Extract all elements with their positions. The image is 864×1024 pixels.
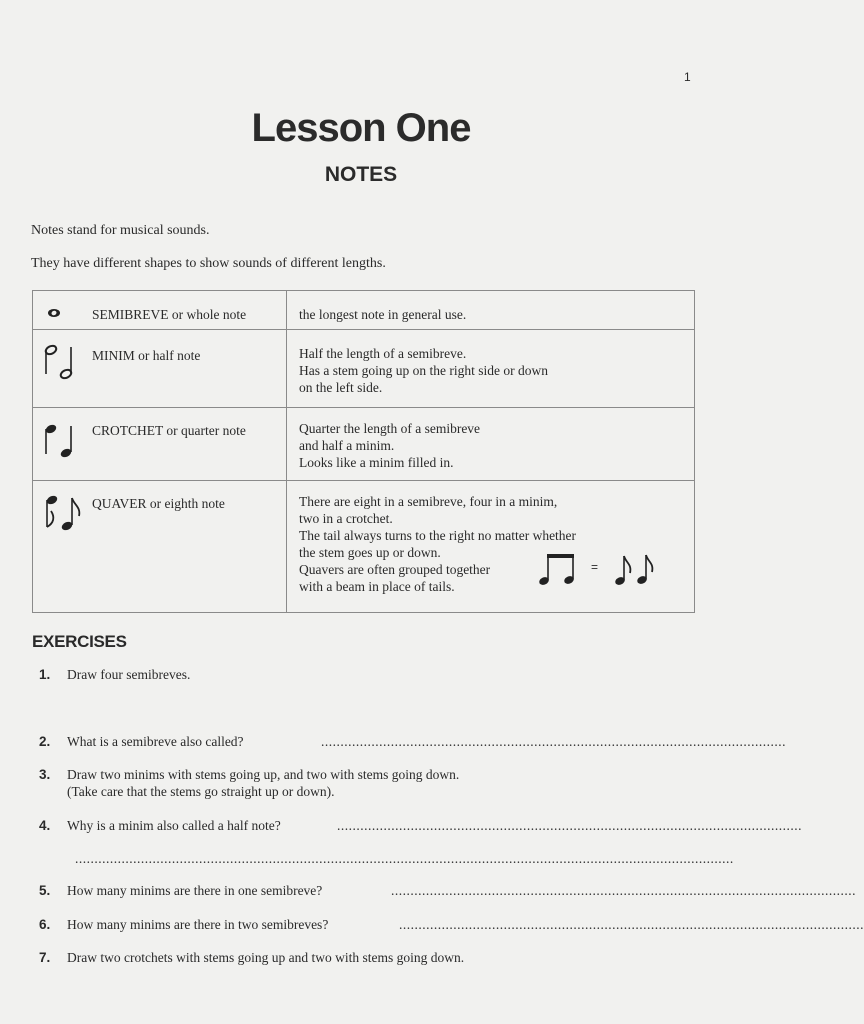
- note-cell: [33, 481, 287, 613]
- crotchet-icon: [41, 416, 87, 462]
- exercise-text: How many minims are there in two semibreves?: [67, 917, 329, 932]
- answer-dotted-line[interactable]: ........................................................................................................................: [391, 883, 856, 898]
- exercise-3: [39, 766, 689, 802]
- exercise-6: [39, 916, 864, 936]
- description-line: There are eight in a semibreve, four in a minim,: [299, 494, 558, 509]
- exercise-number: 6.: [39, 917, 51, 932]
- exercise-number: 4.: [39, 818, 51, 833]
- description-line: Half the length of a semibreve.: [299, 346, 467, 361]
- table-row-crotchet: [33, 408, 695, 481]
- intro-line-1: Notes stand for musical sounds.: [31, 223, 210, 238]
- description-cell: [287, 408, 695, 481]
- table-row-semibreve: [33, 291, 695, 330]
- description-cell: [287, 291, 695, 330]
- description-line: the longest note in general use.: [299, 307, 467, 322]
- exercise-text: How many minims are there in one semibreve?: [67, 883, 323, 898]
- page-title: Lesson One: [251, 106, 471, 150]
- intro-line-2: They have different shapes to show sounds of different lengths.: [31, 256, 386, 271]
- note-name: SEMIBREVE or whole note: [92, 307, 247, 322]
- note-name: CROTCHET or quarter note: [92, 423, 246, 438]
- exercise-text: Draw four semibreves.: [67, 667, 191, 682]
- beamed-quavers-icon: [538, 554, 575, 586]
- beamed-quavers-illustration: [539, 551, 659, 595]
- description-line: on the left side.: [299, 380, 383, 395]
- description-line: The tail always turns to the right no matter whether: [299, 528, 577, 543]
- description-line: the stem goes up or down.: [299, 545, 441, 560]
- description-line: with a beam in place of tails.: [299, 579, 455, 594]
- page-subtitle: NOTES: [324, 163, 398, 186]
- table-row-quaver: [33, 481, 695, 613]
- minim-icon: [41, 338, 87, 384]
- exercise-2: [39, 733, 786, 753]
- exercise-number: 3.: [39, 767, 51, 782]
- answer-dotted-line[interactable]: ........................................................................................................................: [399, 917, 864, 932]
- page-number: 1: [684, 70, 691, 84]
- description-line: Quarter the length of a semibreve: [299, 421, 481, 436]
- exercise-number: 1.: [39, 667, 51, 682]
- description-line: Quavers are often grouped together: [299, 562, 491, 577]
- exercise-7: [39, 949, 689, 969]
- answer-dotted-line[interactable]: ..........................................................................................................................................................................: [75, 851, 734, 866]
- semibreve-icon: [41, 299, 71, 327]
- description-cell: [287, 481, 695, 613]
- exercise-5: [39, 882, 856, 902]
- note-name: QUAVER or eighth note: [92, 496, 225, 511]
- exercise-4: [39, 817, 802, 837]
- exercise-number: 7.: [39, 950, 51, 965]
- exercise-4-extra-line: [39, 850, 734, 870]
- description-cell: [287, 330, 695, 408]
- exercises-heading: EXERCISES: [32, 632, 127, 651]
- two-quavers-icon: [614, 555, 652, 586]
- description-line: Has a stem going up on the right side or down: [299, 363, 548, 378]
- exercise-number: 5.: [39, 883, 51, 898]
- answer-dotted-line[interactable]: ........................................................................................................................: [337, 818, 802, 833]
- answer-dotted-line[interactable]: ........................................................................................................................: [321, 734, 786, 749]
- note-cell: [33, 408, 287, 481]
- note-name: MINIM or half note: [92, 348, 201, 363]
- exercise-number: 2.: [39, 734, 51, 749]
- note-cell: [33, 291, 287, 330]
- exercise-text: Why is a minim also called a half note?: [67, 818, 281, 833]
- equals-sign: =: [591, 560, 599, 574]
- note-values-table: [32, 290, 695, 613]
- exercise-1: [39, 666, 689, 686]
- description-line: and half a minim.: [299, 438, 395, 453]
- description-line: Looks like a minim filled in.: [299, 455, 454, 470]
- table-row-minim: [33, 330, 695, 408]
- exercise-text: Draw two minims with stems going up, and two with stems going down.: [67, 767, 460, 782]
- note-cell: [33, 330, 287, 408]
- quaver-icon: [41, 489, 87, 535]
- exercise-text: Draw two crotchets with stems going up and two with stems going down.: [67, 950, 465, 965]
- exercise-text: What is a semibreve also called?: [67, 734, 244, 749]
- exercise-text: (Take care that the stems go straight up or down).: [67, 784, 335, 799]
- description-line: two in a crotchet.: [299, 511, 393, 526]
